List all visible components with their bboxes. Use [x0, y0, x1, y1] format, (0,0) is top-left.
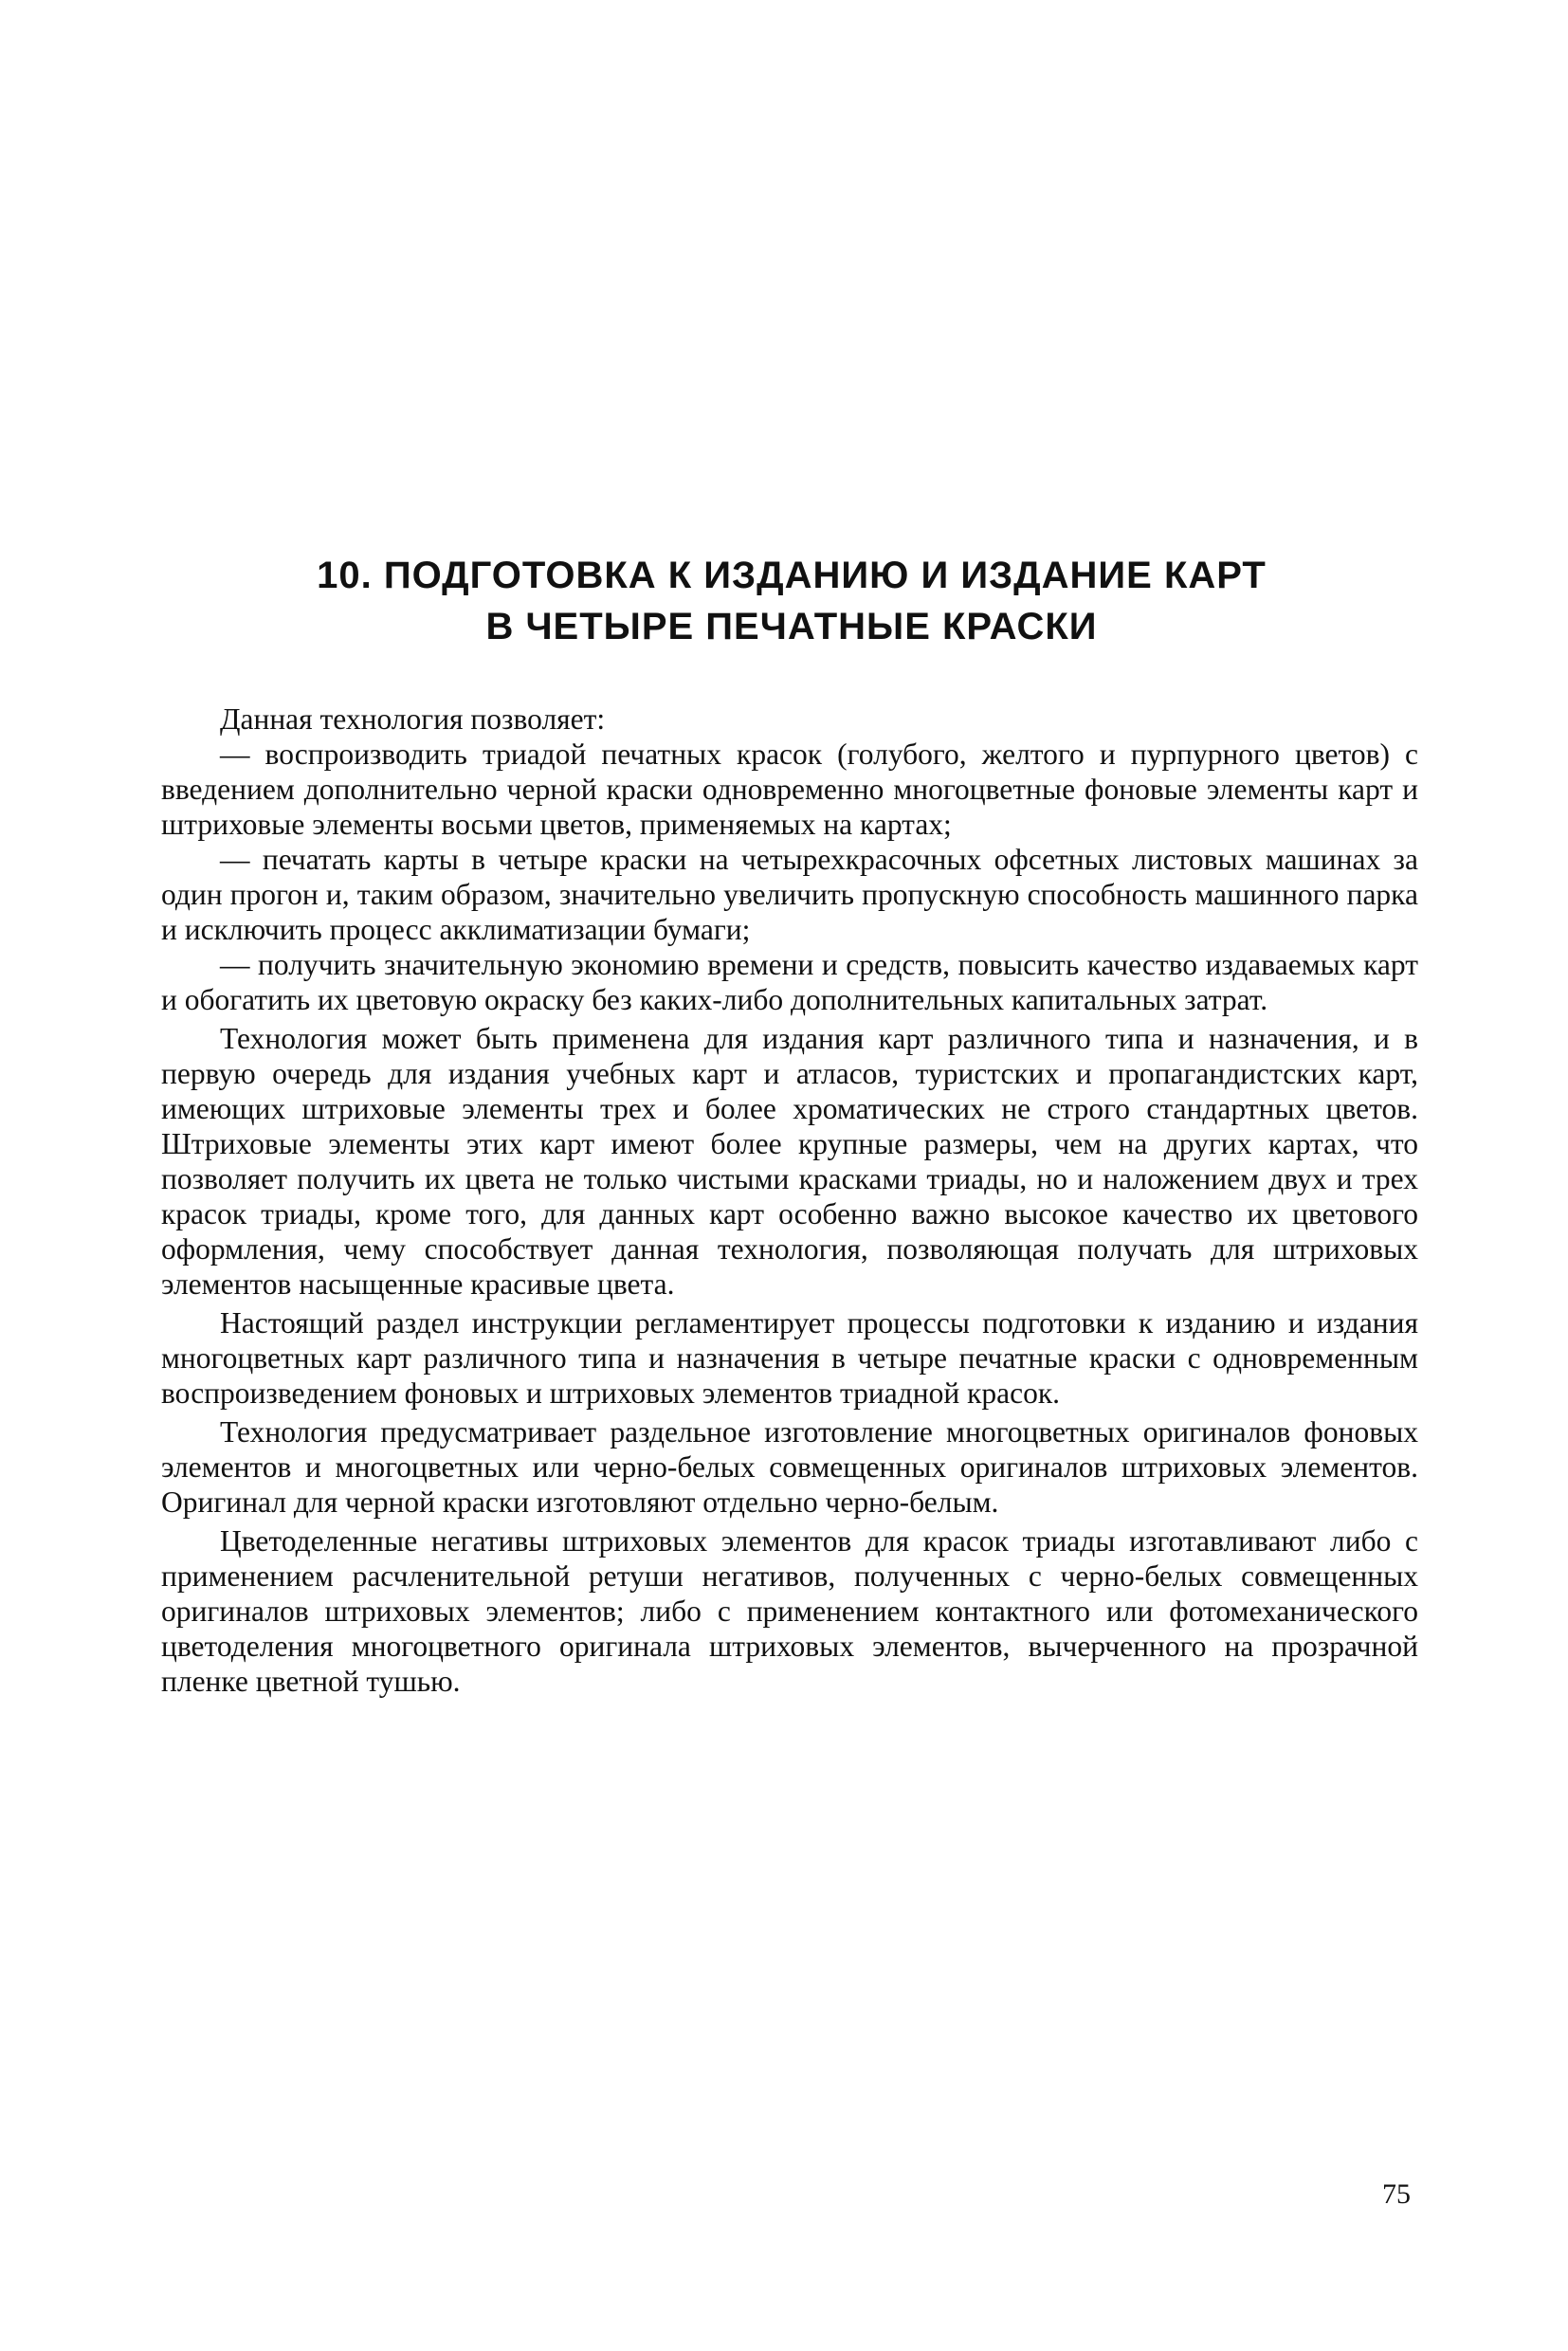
paragraph: Технология может быть применена для издания карт различного типа и назначения, и в первую очередь для издания учебных карт и атласов, туристских и пропагандистских карт, имеющих штриховые элементы трех и более хроматических не строго стандартных цветов. Штриховые элементы этих карт имеют более крупные размеры, чем на других картах, что позволяет получить их цвета не только чистыми красками триады, но и наложением двух и трех красок триады, кроме того, для данных карт особенно важно высокое качество их цветового оформления, чему способствует данная технология, позволяющая получать для штриховых элементов насыщенные красивые цвета. [161, 1022, 1418, 1301]
paragraph-list-item-1: — воспроизводить триадой печатных красок (голубого, желтого и пурпурного цветов) с введением дополнительно черной краски одновременно многоцветные фоновые элементы карт и штриховые элементы восьми цветов, применяемых на картах; [161, 738, 1418, 841]
paragraph-list-item-3: — получить значительную экономию времени и средств, повысить качество издаваемых карт и обогатить их цветовую окраску без каких-либо дополнительных капитальных затрат. [161, 948, 1418, 1016]
paragraph-list-item-2: — печатать карты в четыре краски на четырехкрасочных офсетных листовых машинах за один прогон и, таким образом, значительно увеличить пропускную способность машинного парка и исключить процесс акклиматизации бумаги; [161, 843, 1418, 946]
chapter-heading-line-1: 10. ПОДГОТОВКА К ИЗДАНИЮ И ИЗДАНИЕ КАРТ [317, 555, 1267, 596]
paragraph: Технология предусматривает раздельное изготовление многоцветных оригиналов фоновых элементов и многоцветных или черно-белых совмещенных оригиналов штриховых элементов. Оригинал для черной краски изготовляют отдельно черно-белым. [161, 1415, 1418, 1519]
paragraph-intro: Данная технология позволяет: [220, 702, 606, 736]
chapter-heading-line-2: В ЧЕТЫРЕ ПЕЧАТНЫЕ КРАСКИ [485, 606, 1098, 647]
chapter-heading [161, 550, 1422, 652]
paragraph: Цветоделенные негативы штриховых элементов для красок триады изготавливают либо с применением расчленительной ретуши негативов, полученных с черно-белых совмещенных оригиналов штриховых элементов; либо с применением контактного или фотомеханического цветоделения многоцветного оригинала штриховых элементов, вычерченного на прозрачной пленке цветной тушью. [161, 1524, 1418, 1698]
body-text [161, 702, 1418, 1699]
paragraph: Настоящий раздел инструкции регламентирует процессы подготовки к изданию и издания многоцветных карт различного типа и назначения в четыре печатные краски с одновременным воспроизведением фоновых и штриховых элементов триадной красок. [161, 1306, 1418, 1410]
page-number: 75 [1382, 2178, 1411, 2210]
